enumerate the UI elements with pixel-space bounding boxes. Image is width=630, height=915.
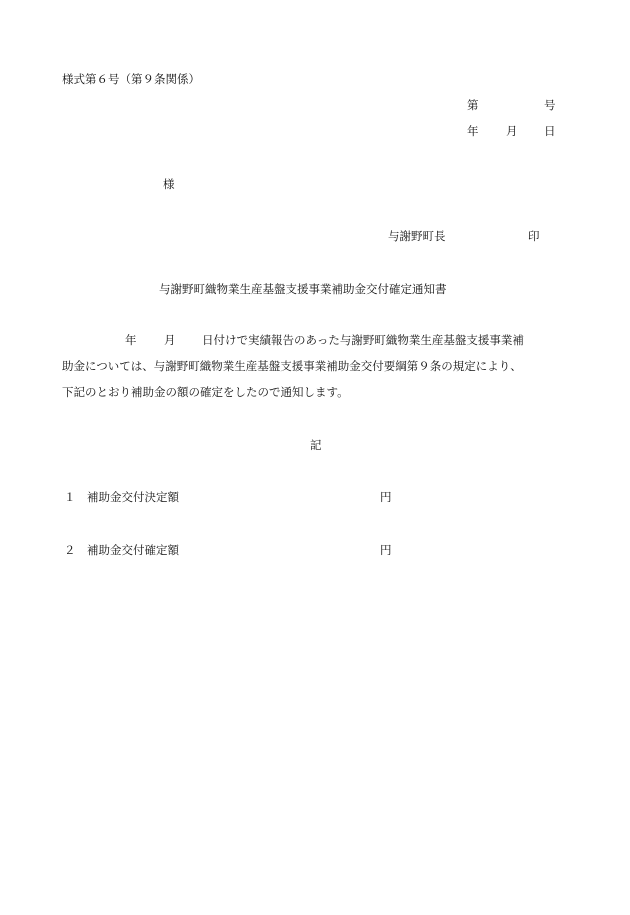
body-line-1: 日付けで実績報告のあった与謝野町織物業生産基盤支援事業補 xyxy=(202,333,524,347)
body-month: 月 xyxy=(164,333,176,347)
item-number: ２ xyxy=(64,543,76,557)
item-unit: 円 xyxy=(380,490,392,504)
body-line-3: 下記のとおり補助金の額の確定をしたので通知します。 xyxy=(62,385,349,399)
seal-mark: 印 xyxy=(528,229,540,243)
document-number-suffix: 号 xyxy=(544,98,556,112)
item-label: 補助金交付確定額 xyxy=(87,543,179,557)
document-number-prefix: 第 xyxy=(467,98,479,112)
ki-heading: 記 xyxy=(310,438,322,452)
form-label: 様式第６号（第９条関係） xyxy=(62,72,200,86)
document-title: 与謝野町織物業生産基盤支援事業補助金交付確定通知書 xyxy=(159,282,447,296)
item-label: 補助金交付決定額 xyxy=(87,490,179,504)
addressee-suffix: 様 xyxy=(163,177,175,191)
body-line-2: 助金については、与謝野町織物業生産基盤支援事業補助金交付要綱第９条の規定により、 xyxy=(62,359,522,373)
date-day: 日 xyxy=(544,124,556,138)
item-unit: 円 xyxy=(380,543,392,557)
date-year: 年 xyxy=(467,124,479,138)
date-month: 月 xyxy=(506,124,518,138)
body-year: 年 xyxy=(125,333,137,347)
issuer-name: 与謝野町長 xyxy=(388,229,446,243)
item-number: １ xyxy=(64,490,76,504)
